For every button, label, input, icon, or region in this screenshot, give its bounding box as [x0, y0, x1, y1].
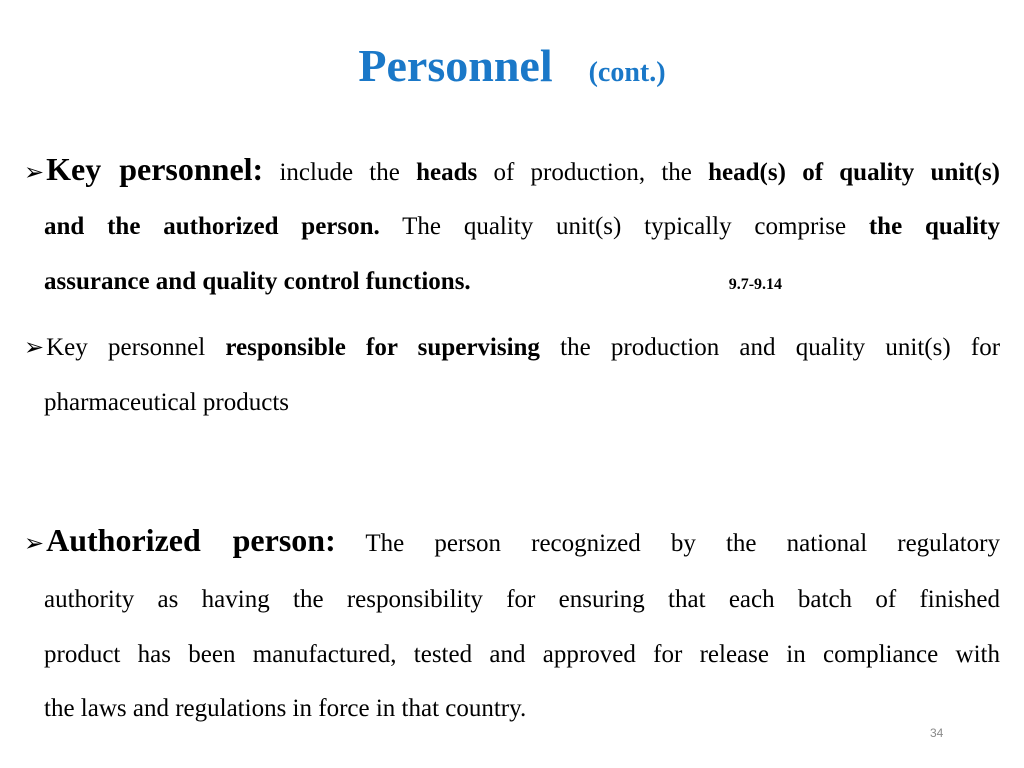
bullet2-bold: responsible for supervising	[225, 334, 540, 361]
bullet3-text: the laws and regulations in force in that country.	[44, 695, 527, 722]
bullet3-text: product has been manufactured, tested and approved for release in compliance with	[44, 641, 1000, 668]
bullet3-line2	[44, 583, 1000, 617]
bullet1-bold: assurance and quality control functions.	[44, 268, 471, 295]
bullet2-text: the production and quality unit(s) for	[560, 334, 1001, 361]
bullet2-text: Key personnel	[46, 334, 206, 361]
arrow-bullet-icon: ➢	[24, 531, 45, 557]
slide-title-block	[0, 36, 1024, 107]
bullet1-line1	[24, 152, 1000, 190]
bullet1-text: The quality unit(s) typically comprise	[402, 213, 847, 240]
bullet3-line1	[24, 523, 1000, 561]
arrow-bullet-icon: ➢	[24, 160, 45, 186]
bullet1-line3	[44, 265, 1000, 302]
bullet3-line3	[44, 638, 1000, 672]
arrow-bullet-icon: ➢	[24, 335, 45, 361]
bullet3-line4	[44, 692, 1000, 726]
page-number: 34	[930, 726, 944, 740]
bullet1-bold: and the authorized person.	[44, 213, 380, 240]
bullet2-line1	[24, 331, 1000, 365]
bullet1-bold: head(s) of quality unit(s)	[708, 159, 1000, 186]
bullet1-heading: Key personnel:	[46, 151, 264, 187]
bullet1-text: of production, the	[493, 159, 692, 186]
bullet3-heading: Authorized person:	[46, 522, 336, 558]
bullet3-text: The person recognized by the national regulatory	[365, 530, 1000, 557]
bullet2-line2	[44, 386, 1000, 420]
reference-number: 9.7-9.14	[728, 276, 783, 293]
title-suffix: (cont.)	[588, 57, 666, 88]
bullet1-line2	[44, 210, 1000, 244]
bullet1-bold: the quality	[868, 213, 1001, 240]
bullet3-text: authority as having the responsibility for ensuring that each batch of finished	[44, 586, 1000, 613]
page-title: Personnel	[358, 40, 553, 91]
bullet2-text: pharmaceutical products	[44, 389, 290, 416]
bullet1-text: include the	[279, 159, 400, 186]
bullet1-bold: heads	[416, 159, 478, 186]
